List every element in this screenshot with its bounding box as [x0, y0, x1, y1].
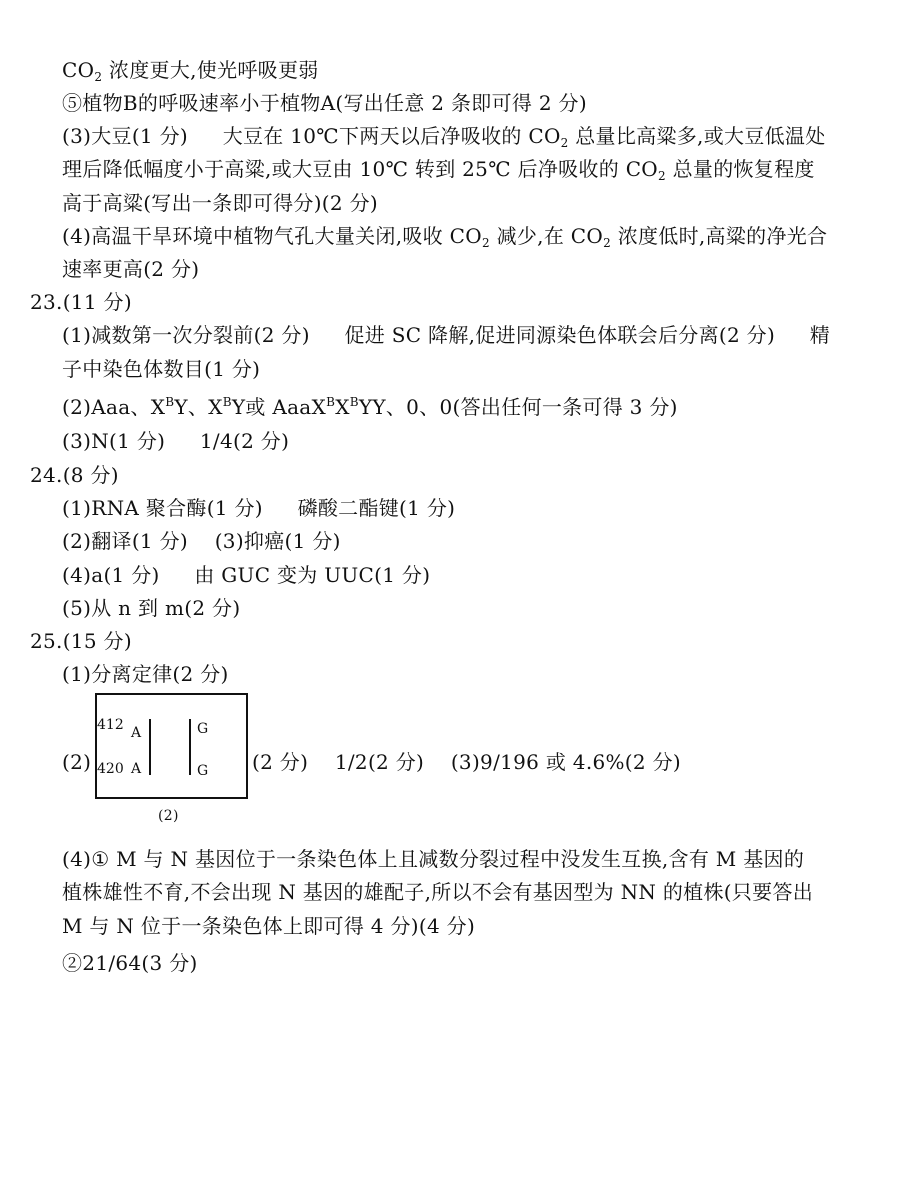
line-q3-continued: 理后降低幅度小于高粱,或大豆由 10℃ 转到 25℃ 后净吸收的 $CO_2$ 总量的恢复程度	[62, 157, 815, 183]
line-q25-2-3: (2)	[62, 750, 92, 774]
allele-top-left: A	[131, 725, 142, 741]
line-q3-soybean: (3)大豆(1 分) 大豆在 10℃下两天以后净吸收的 $CO_2$ 总量比高粱多,或大豆低温处	[62, 124, 826, 150]
line-q25-4-sub2: ②21/64(3 分)	[62, 951, 198, 975]
chromosome-right	[189, 719, 191, 775]
line-q24-2-3: (2)翻译(1 分) (3)抑癌(1 分)	[62, 529, 341, 553]
chromosome-diagram	[95, 693, 248, 799]
line-respiration-rate: ⑤植物B的呼吸速率小于植物A(写出任意 2 条即可得 2 分)	[62, 91, 587, 115]
locus-412-label: 412	[97, 717, 124, 733]
line-q3-end: 高于高粱(写出一条即可得分)(2 分)	[62, 191, 378, 215]
line-q23-1-end: 子中染色体数目(1 分)	[62, 357, 261, 381]
line-q24-1: (1)RNA 聚合酶(1 分) 磷酸二酯键(1 分)	[62, 496, 456, 520]
line-q23-2-genotypes: (2)Aaa、$X^BY$、$X^BY$或 $AaaX^BX^BYY$、0、0(答出任何一条可得 3 分)	[62, 395, 678, 419]
chromosome-left	[149, 719, 151, 775]
line-q4-end: 速率更高(2 分)	[62, 257, 200, 281]
line-q25-4-3: M 与 N 位于一条染色体上即可得 4 分)(4 分)	[62, 914, 476, 938]
heading-q23: 23.(11 分)	[30, 290, 132, 314]
line-q25-1: (1)分离定律(2 分)	[62, 662, 229, 686]
line-q4-drought: (4)高温干旱环境中植物气孔大量关闭,吸收 $CO_2$ 减少,在 $CO_2$ 浓度低时,高粱的净光合	[62, 224, 828, 250]
diagram-caption: (2)	[158, 808, 179, 824]
locus-420-label: 420	[97, 761, 124, 777]
allele-bottom-left: A	[131, 761, 142, 777]
heading-q25: 25.(15 分)	[30, 629, 132, 653]
line-q25-4-1: (4)① M 与 N 基因位于一条染色体上且减数分裂过程中没发生互换,含有 M 基因的	[62, 847, 805, 871]
line-q25-4-2: 植株雄性不育,不会出现 N 基因的雄配子,所以不会有基因型为 NN 的植株(只要答出	[62, 880, 814, 904]
allele-top-right: G	[197, 721, 209, 737]
line-q23-3: (3)N(1 分) 1/4(2 分)	[62, 429, 290, 453]
line-q25-2-3-answers: (2 分) 1/2(2 分) (3)9/196 或 4.6%(2 分)	[252, 750, 681, 774]
line-q23-1: (1)减数第一次分裂前(2 分) 促进 SC 降解,促进同源染色体联会后分离(2 分) 精	[62, 323, 831, 347]
line-q24-5: (5)从 n 到 m(2 分)	[62, 596, 241, 620]
line-co2-concentration: $CO_2$ 浓度更大,使光呼吸更弱	[62, 58, 319, 84]
line-q24-4: (4)a(1 分) 由 GUC 变为 UUC(1 分)	[62, 563, 431, 587]
allele-bottom-right: G	[197, 763, 209, 779]
heading-q24: 24.(8 分)	[30, 463, 119, 487]
